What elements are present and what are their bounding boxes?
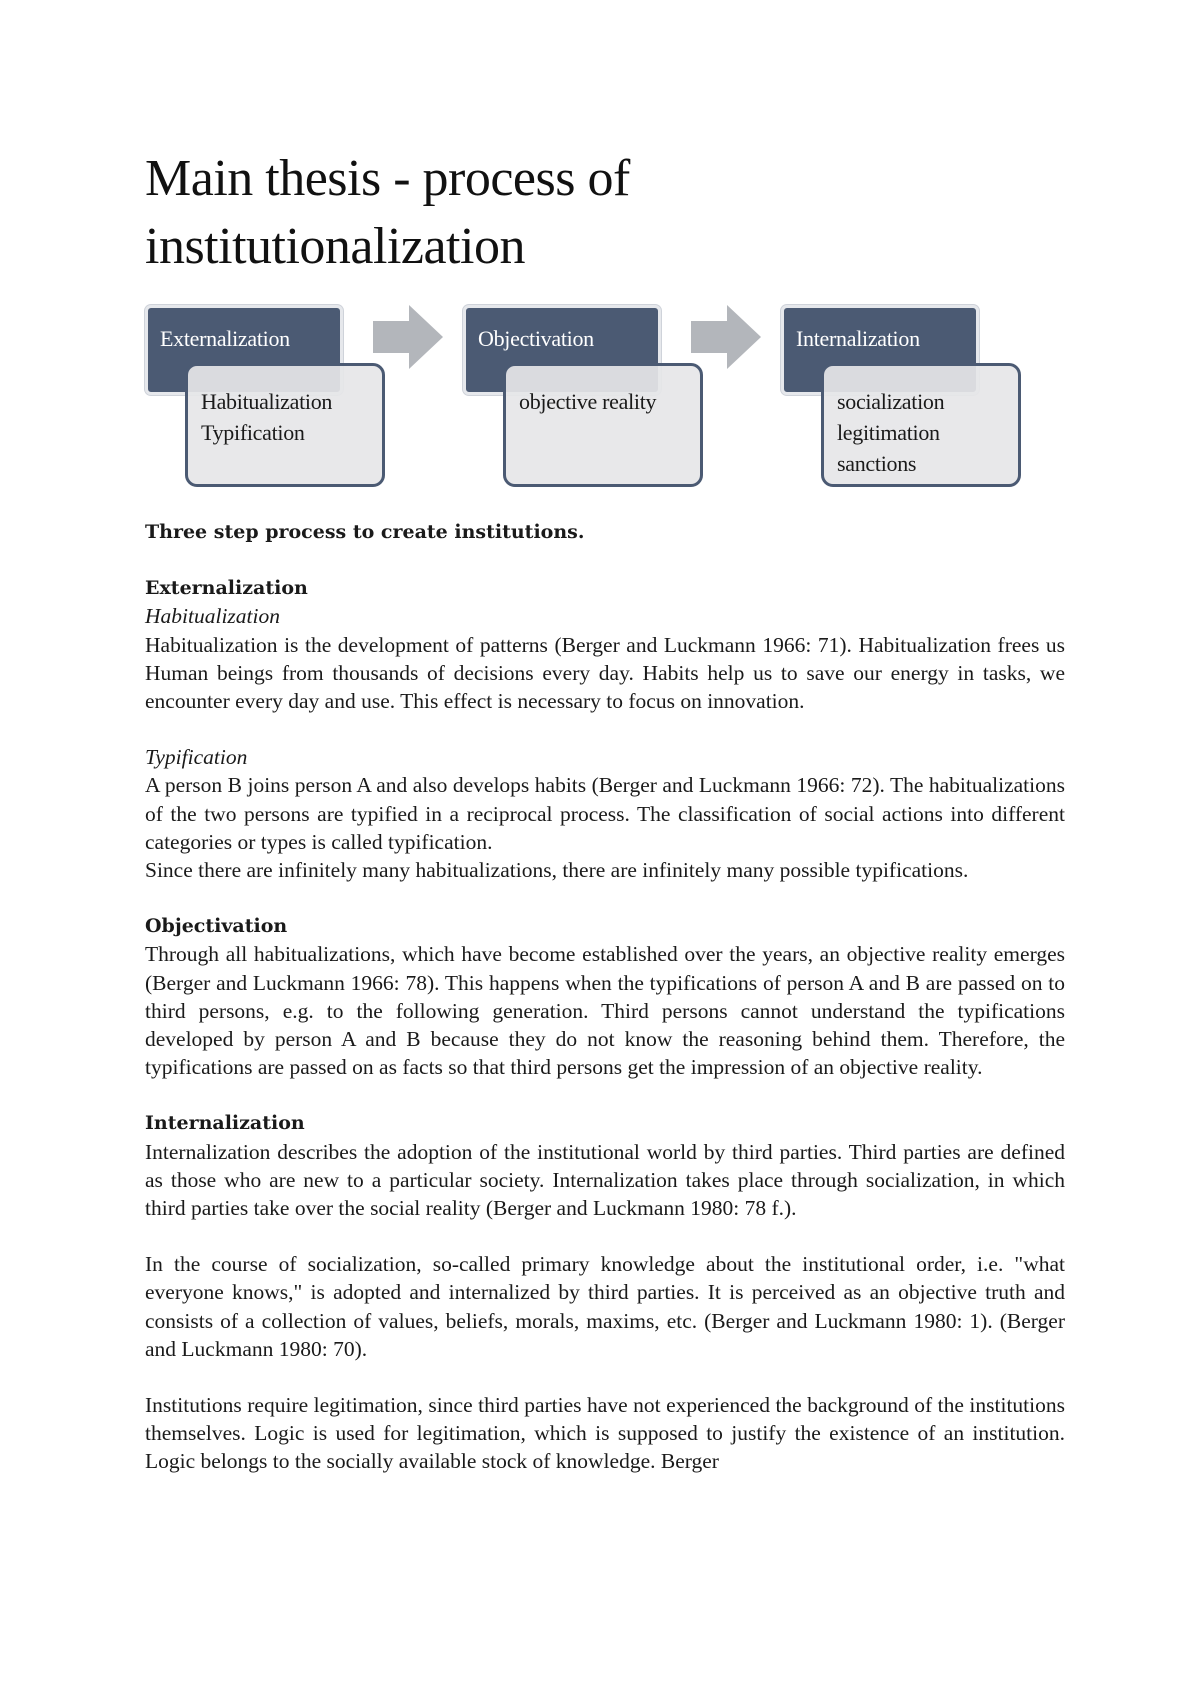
paragraph: Since there are infinitely many habitualizations, there are infinitely many possible typifications. [145, 858, 969, 883]
paragraph: Habitualization is the development of patterns (Berger and Luckmann 1966: 71). Habitualization frees us Human beings from thousands of decisions every day. Habits help us to save our energy in tasks, we encounter every day and use. This effect is necessary to focus on innovation. [145, 632, 1065, 714]
step-item: objective reality [519, 389, 657, 414]
body-text [145, 518, 1065, 1476]
section-heading-internalization: Internalization [145, 1112, 305, 1135]
step-internalization [781, 300, 1126, 490]
step-label: Objectivation [478, 326, 594, 351]
subheading-typification: Typification [145, 745, 248, 770]
step-label: Externalization [160, 326, 290, 351]
step-item: sanctions [837, 451, 917, 476]
step-item: socialization [837, 389, 945, 414]
step-body [503, 363, 703, 487]
step-body [821, 363, 1021, 487]
paragraph: Through all habitualizations, which have become established over the years, an objective reality emerges (Berger and Luckmann 1966: 78). This happens when the typifications of person A and B are passed on to third persons, e.g. to the following generation. Third persons cannot understand the typifications developed by person A and B because they do not know the reasoning behind them. Therefore, the typifications are passed on as facts so that third persons get the impression of an objective reality. [145, 942, 1065, 1080]
subheading-habitualization: Habitualization [145, 604, 280, 629]
section-heading-externalization: Externalization [145, 577, 308, 600]
step-label: Internalization [796, 326, 920, 351]
arrow-right-icon [691, 305, 761, 369]
step-item: legitimation [837, 420, 940, 445]
paragraph: Institutions require legitimation, since third parties have not experienced the background of the institutions themselves. Logic is used for legitimation, which is supposed to justify the existence of an institution. Logic belongs to the socially available stock of knowledge. Berger [145, 1393, 1065, 1474]
step-item: Typification [201, 420, 305, 445]
step-body [185, 363, 385, 487]
step-item: Habitualization [201, 389, 333, 414]
intro-text: Three step process to create institutions. [145, 521, 585, 543]
paragraph: In the course of socialization, so-called primary knowledge about the institutional order, i.e. "what everyone knows," is adopted and internalized by third parties. It is perceived as an objective truth and consists of a collection of values, beliefs, morals, maxims, etc. (Berger and Luckmann 1980: 1). (Berger and Luckmann 1980: 70). [145, 1252, 1065, 1361]
process-diagram [145, 300, 1065, 500]
section-heading-objectivation: Objectivation [145, 915, 288, 938]
paragraph: Internalization describes the adoption of the institutional world by third parties. Third parties are defined as those who are new to a particular society. Internalization takes place through socialization, in which third parties take over the social reality (Berger and Luckmann 1980: 78 f.). [145, 1139, 1065, 1221]
page-title: Main thesis - process of institutionalization [145, 150, 630, 275]
arrow-right-icon [373, 305, 443, 369]
paragraph: A person B joins person A and also develops habits (Berger and Luckmann 1966: 72). The habitualizations of the two persons are typified in a reciprocal process. The classification of social actions into different categories or types is called typification. [145, 773, 1065, 854]
